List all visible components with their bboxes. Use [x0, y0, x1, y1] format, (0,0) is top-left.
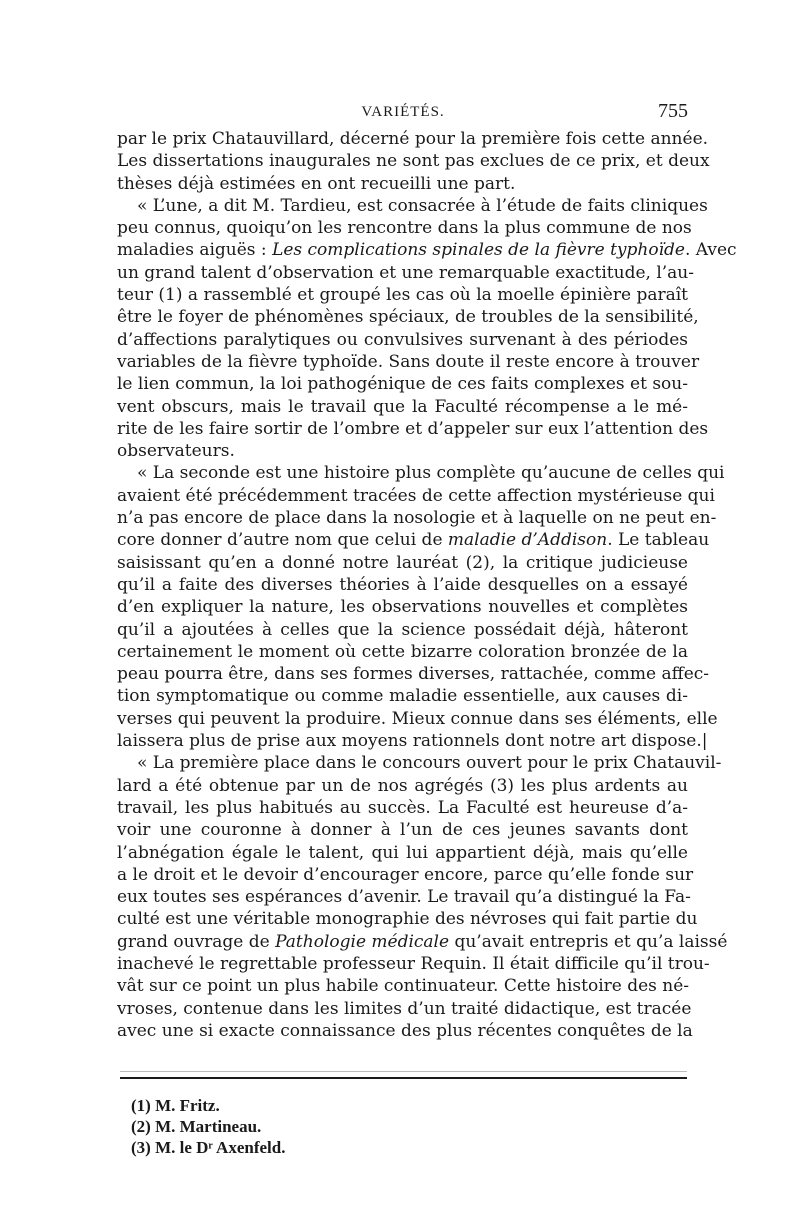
text-line: « La première place dans le concours ouvert pour le prix Chatauvil- — [137, 753, 722, 774]
body-text — [117, 128, 737, 1042]
text-line: qu’il a faite des diverses théories à l’aide desquelles on a essayé — [117, 574, 688, 595]
footnote-rule — [120, 1077, 687, 1079]
text-line: verses qui peuvent la produire. Mieux connue dans ses éléments, elle — [117, 708, 718, 729]
text-line: voir une couronne à donner à l’un de ces jeunes savants dont — [117, 820, 688, 841]
text-line: core donner d’autre nom que celui de maladie d’Addison. Le tableau — [117, 530, 710, 551]
text-line: peu connus, quoiqu’on les rencontre dans la plus commune de nos — [117, 218, 692, 239]
text-line: qu’il a ajoutées à celles que la science possédait déjà, hâteront — [117, 619, 688, 640]
text-line: n’a pas encore de place dans la nosologie et à laquelle on ne peut en- — [117, 508, 717, 529]
text-line: a le droit et le devoir d’encourager encore, parce qu’elle fonde sur — [117, 864, 694, 885]
text-line: inachevé le regrettable professeur Requin. Il était difficile qu’il trou- — [117, 953, 710, 974]
text-line: tion symptomatique ou comme maladie essentielle, aux causes di- — [117, 686, 688, 707]
text-line: teur (1) a rassemblé et groupé les cas où la moelle épinière paraît — [117, 285, 688, 306]
text-line: « La seconde est une histoire plus complète qu’aucune de celles qui — [137, 463, 725, 484]
text-line: d’affections paralytiques ou convulsives survenant à des périodes — [117, 329, 688, 350]
page-number: 755 — [658, 100, 688, 122]
footnotes — [131, 1095, 431, 1158]
text-line: avec une si exacte connaissance des plus récentes conquêtes de la — [117, 1020, 693, 1041]
text-line: eux toutes ses espérances d’avenir. Le travail qu’a distingué la Fa- — [117, 887, 691, 908]
text-line: vent obscurs, mais le travail que la Faculté récompense a le mé- — [117, 396, 688, 417]
text-line: variables de la fièvre typhoïde. Sans doute il reste encore à trouver — [117, 351, 700, 372]
page-header — [118, 100, 688, 130]
text-line: peau pourra être, dans ses formes diverses, rattachée, comme affec- — [117, 664, 710, 685]
footnote: (2) M. Martineau. — [131, 1117, 262, 1136]
text-line: observateurs. — [117, 441, 235, 462]
text-line: laissera plus de prise aux moyens rationnels dont notre art dispose.| — [117, 731, 708, 752]
text-line: lard a été obtenue par un de nos agrégés (3) les plus ardents au — [117, 775, 688, 796]
text-line: Les dissertations inaugurales ne sont pas exclues de ce prix, et deux — [117, 151, 710, 172]
text-line: être le foyer de phénomènes spéciaux, de troubles de la sensibilité, — [117, 307, 699, 328]
text-line: vât sur ce point un plus habile continuateur. Cette histoire des né- — [117, 976, 690, 997]
text-line: un grand talent d’observation et une remarquable exactitude, l’au- — [117, 262, 694, 283]
footnote: (1) M. Fritz. — [131, 1096, 220, 1115]
text-line: travail, les plus habitués au succès. La Faculté est heureuse d’a- — [117, 797, 688, 818]
footnote-rule-faint — [120, 1071, 687, 1072]
text-line: certainement le moment où cette bizarre coloration bronzée de la — [117, 641, 688, 662]
text-line: par le prix Chatauvillard, décerné pour la première fois cette année. — [117, 129, 709, 149]
running-title: VARIÉTÉS. — [361, 104, 445, 120]
text-line: l’abnégation égale le talent, qui lui appartient déjà, mais qu’elle — [117, 842, 688, 863]
text-line: grand ouvrage de Pathologie médicale qu’avait entrepris et qu’a laissé — [117, 931, 728, 952]
text-line: rite de les faire sortir de l’ombre et d’appeler sur eux l’attention des — [117, 418, 709, 439]
text-line: d’en expliquer la nature, les observations nouvelles et complètes — [117, 597, 688, 618]
footnote: (3) M. le Dʳ Axenfeld. — [131, 1138, 286, 1157]
text-line: maladies aiguës : Les complications spinales de la fièvre typhoïde. Avec — [117, 240, 737, 261]
text-line: culté est une véritable monographie des névroses qui fait partie du — [117, 909, 698, 930]
text-line: « L’une, a dit M. Tardieu, est consacrée à l’étude de faits cliniques — [137, 195, 708, 216]
text-line: saisissant qu’en a donné notre lauréat (2), la critique judicieuse — [117, 552, 688, 573]
text-line: le lien commun, la loi pathogénique de ces faits complexes et sou- — [117, 374, 688, 395]
text-line: vroses, contenue dans les limites d’un traité didactique, est tracée — [117, 998, 692, 1019]
text-line: avaient été précédemment tracées de cette affection mystérieuse qui — [117, 485, 715, 506]
text-line: thèses déjà estimées en ont recueilli une part. — [117, 173, 516, 194]
